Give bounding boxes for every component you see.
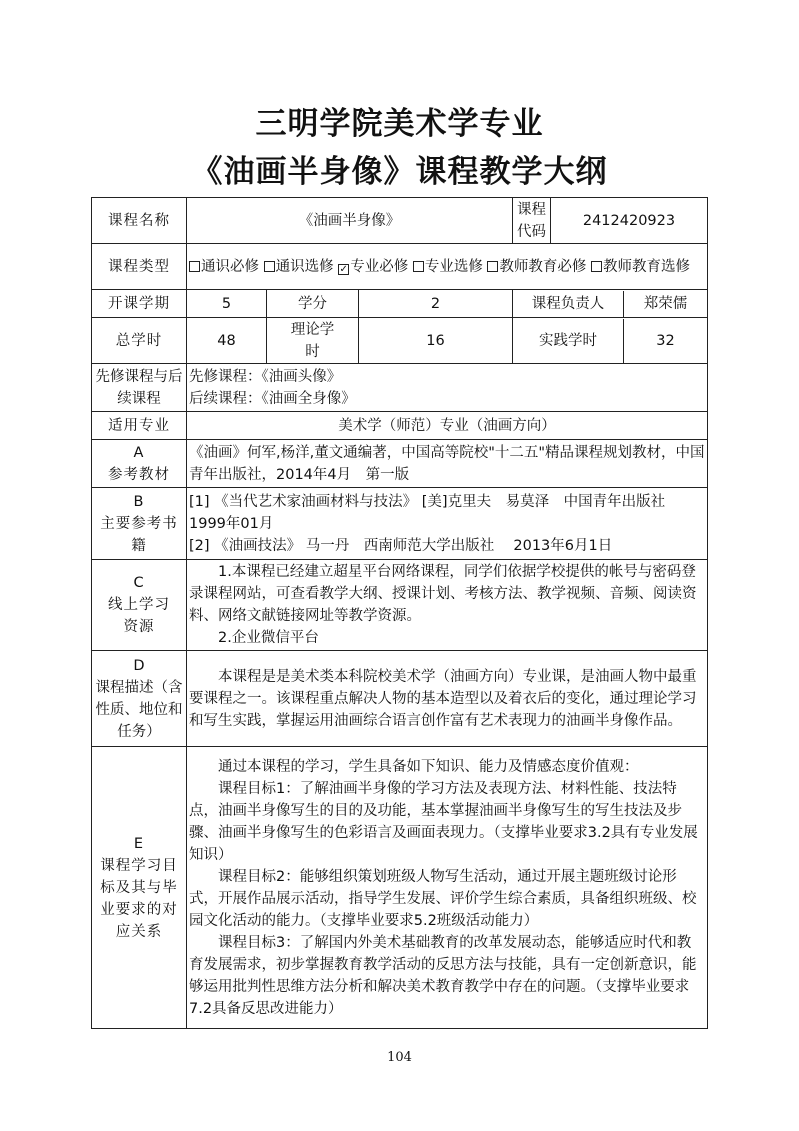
major-value: 美术学（师范）专业（油画方向） bbox=[187, 412, 708, 440]
credit-label: 学分 bbox=[267, 290, 359, 318]
online-label: 线上学习资源 bbox=[108, 597, 170, 635]
practice-hours-value: 32 bbox=[656, 332, 675, 349]
row-hours bbox=[92, 318, 708, 364]
total-hours-label: 总学时 bbox=[92, 318, 187, 364]
desc-value bbox=[187, 651, 708, 747]
teacher-cell bbox=[513, 290, 708, 318]
goals-value bbox=[187, 747, 708, 1029]
option-major-required: ✓ 专业必修 bbox=[339, 258, 409, 275]
textbook-label: 参考教材 bbox=[108, 466, 170, 483]
online-label-cell bbox=[92, 560, 187, 651]
option-teacher-ed-elective: 教师教育选修 bbox=[591, 259, 690, 275]
option-teacher-ed-required: 教师教育必修 bbox=[487, 259, 586, 275]
course-code-value: 2412420923 bbox=[551, 198, 708, 244]
row-prereq bbox=[92, 364, 708, 412]
teacher-value: 郑荣儒 bbox=[643, 295, 688, 312]
online-item: 2.企业微信平台 bbox=[218, 630, 319, 646]
teacher-label: 课程负责人 bbox=[513, 291, 624, 317]
checkbox-icon bbox=[591, 261, 602, 272]
row-references bbox=[92, 488, 708, 560]
row-semester bbox=[92, 290, 708, 318]
syllabus-table bbox=[91, 197, 708, 1029]
credit-value: 2 bbox=[359, 290, 513, 318]
page-number: 104 bbox=[387, 1050, 412, 1065]
checkbox-icon bbox=[189, 261, 200, 272]
textbook-label-cell bbox=[92, 440, 187, 488]
total-hours-value: 48 bbox=[187, 318, 267, 364]
checkbox-icon bbox=[487, 261, 498, 272]
desc-label-cell bbox=[92, 651, 187, 747]
practice-hours-label: 实践学时 bbox=[513, 319, 624, 363]
textbook-letter: A bbox=[133, 444, 145, 461]
goals-intro: 通过本课程的学习，学生具备如下知识、能力及情感态度价值观： bbox=[218, 758, 639, 775]
row-course-type bbox=[92, 244, 708, 290]
checkbox-icon bbox=[413, 261, 424, 272]
prereq-line: 先修课程：《油画头像》 bbox=[189, 368, 342, 385]
desc-label: 课程描述（含性质、地位和任务） bbox=[95, 679, 183, 740]
practice-cell bbox=[513, 318, 708, 364]
document-title-line2: 《油画半身像》课程教学大纲 bbox=[191, 154, 608, 190]
checked-checkbox-icon: ✓ bbox=[339, 263, 348, 275]
row-textbook bbox=[92, 440, 708, 488]
prereq-value bbox=[187, 364, 708, 412]
goals-label-cell bbox=[92, 747, 187, 1029]
followup-line: 后续课程：《油画全身像》 bbox=[189, 390, 356, 407]
row-course-name bbox=[92, 198, 708, 244]
online-value bbox=[187, 560, 708, 651]
row-major bbox=[92, 412, 708, 440]
row-goals bbox=[92, 747, 708, 1029]
course-code-label: 课程代码 bbox=[513, 198, 551, 244]
major-label: 适用专业 bbox=[92, 412, 187, 440]
row-online bbox=[92, 560, 708, 651]
row-description bbox=[92, 651, 708, 747]
theory-hours-value: 16 bbox=[359, 318, 513, 364]
refs-label: 主要参考书籍 bbox=[100, 515, 178, 554]
prereq-label: 先修课程与后续课程 bbox=[92, 364, 187, 412]
textbook-value: 《油画》何军,杨洋,董文通编著，中国高等院校"十二五"精品课程规划教材，中国青年出版社，2014年4月 第一版 bbox=[187, 440, 708, 488]
ref-item: [1] 《当代艺术家油画材料与技法》 [美]克里夫 易莫泽 中国青年出版社 1999年01月 bbox=[189, 493, 666, 532]
semester-value: 5 bbox=[187, 290, 267, 318]
document-title-line1: 三明学院美术学专业 bbox=[255, 106, 544, 142]
ref-item: [2] 《油画技法》 马一丹 西南师范大学出版社 2013年6月1日 bbox=[189, 537, 613, 554]
course-name-value: 《油画半身像》 bbox=[187, 198, 513, 244]
refs-label-cell bbox=[92, 488, 187, 560]
course-name-label: 课程名称 bbox=[92, 198, 187, 244]
option-general-required: 通识必修 bbox=[189, 259, 259, 275]
desc-letter: D bbox=[133, 657, 145, 674]
goals-letter: E bbox=[133, 835, 145, 852]
theory-hours-label: 理论学时 bbox=[267, 318, 359, 364]
goals-label: 课程学习目标及其与毕业要求的对应关系 bbox=[100, 857, 178, 940]
goal-item: 课程目标1：了解油画半身像的学习方法及表现方法、材料性能、技法特点，油画半身像写生的目的及功能，基本掌握油画半身像写生的写生技法及步骤、油画半身像写生的色彩语言及画面表现力。（支撑毕业要求3.2具有专业发展知识） bbox=[189, 780, 698, 863]
checkbox-icon bbox=[264, 261, 275, 272]
refs-value bbox=[187, 488, 708, 560]
goal-item: 课程目标2：能够组织策划班级人物写生活动，通过开展主题班级讨论形式，开展作品展示活动，指导学生发展、评价学生综合素质，具备组织班级、校园文化活动的能力。（支撑毕业要求5.2班级活动能力） bbox=[189, 868, 697, 929]
semester-label: 开课学期 bbox=[92, 290, 187, 318]
desc-text: 本课程是是美术类本科院校美术学（油画方向）专业课，是油画人物中最重要课程之一。该课程重点解决人物的基本造型以及着衣后的变化，通过理论学习和写生实践，掌握运用油画综合语言创作富有艺术表现力的油画半身像作品。 bbox=[189, 668, 697, 729]
goal-item: 课程目标3：了解国内外美术基础教育的改革发展动态，能够适应时代和教育发展需求，初步掌握教育教学活动的反思方法与技能，具有一定创新意识，能够运用批判性思维方法分析和解决美术教育教学中存在的问题。（支撑毕业要求7.2具备反思改进能力） bbox=[189, 934, 697, 1017]
option-major-elective: 专业选修 bbox=[413, 259, 483, 275]
course-type-label: 课程类型 bbox=[92, 244, 187, 290]
online-item: 1.本课程已经建立超星平台网络课程，同学们依据学校提供的帐号与密码登录课程网站，可查看教学大纲、授课计划、考核方法、教学视频、音频、阅读资料、网络文献链接网址等教学资源。 bbox=[189, 564, 697, 624]
course-type-options bbox=[187, 244, 708, 290]
option-general-elective: 通识选修 bbox=[264, 259, 334, 275]
refs-letter: B bbox=[133, 493, 145, 510]
online-letter: C bbox=[133, 575, 145, 591]
